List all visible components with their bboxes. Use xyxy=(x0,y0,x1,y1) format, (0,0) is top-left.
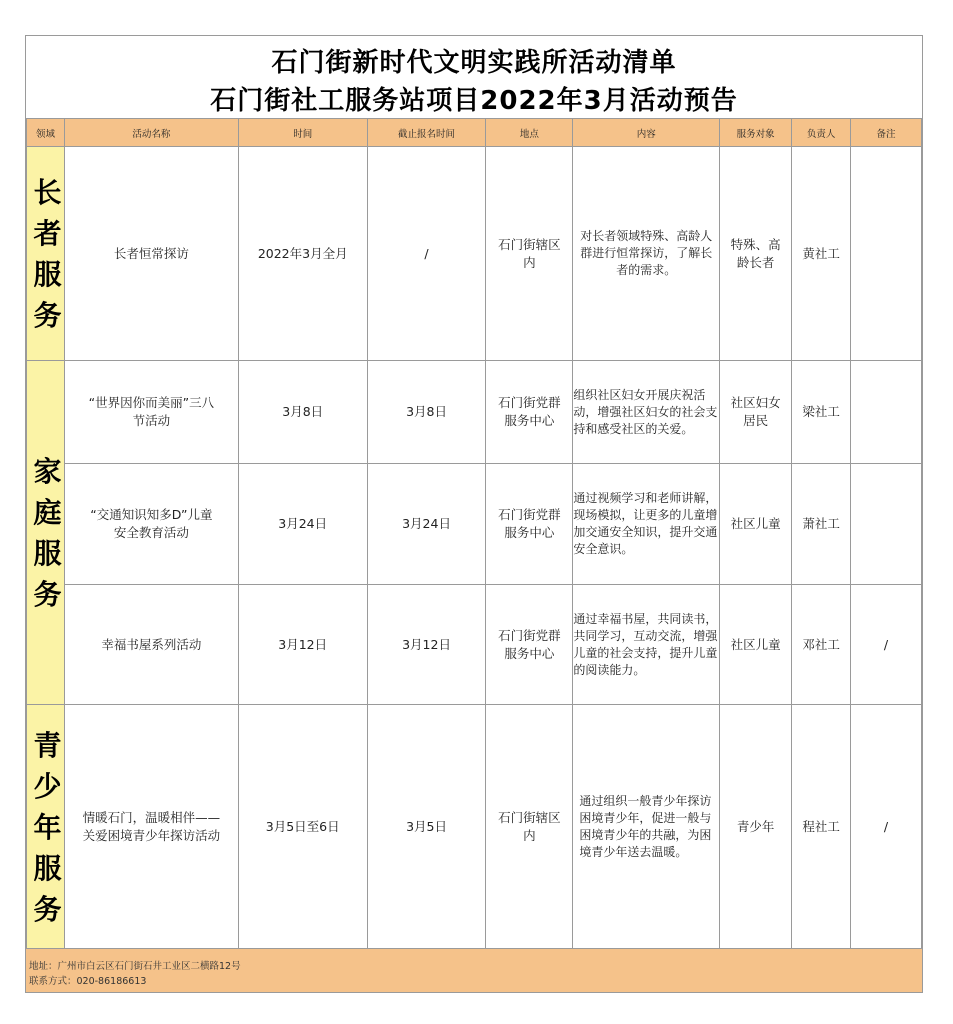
activity-note: / xyxy=(851,705,922,950)
table-row xyxy=(27,585,922,705)
activity-sheet xyxy=(25,35,923,993)
header-time: 时间 xyxy=(238,119,367,147)
activity-name: 情暖石门，温暖相伴——关爱困境青少年探访活动 xyxy=(64,705,238,950)
header-owner: 负责人 xyxy=(792,119,851,147)
domain-family-service xyxy=(27,361,65,705)
activity-content: 通过幸福书屋，共同读书，共同学习，互动交流，增强儿童的社会支持，提升儿童的阅读能力。 xyxy=(573,585,720,705)
table-row xyxy=(27,147,922,361)
activity-time: 2022年3月全月 xyxy=(238,147,367,361)
footer-address: 地址：广州市白云区石门街石井工业区二横路12号 xyxy=(29,961,241,972)
header-content: 内容 xyxy=(573,119,720,147)
table-row xyxy=(27,464,922,585)
activity-note xyxy=(851,464,922,585)
footer-contact: 联系方式：020-86186613 xyxy=(29,976,147,987)
activity-deadline: / xyxy=(367,147,486,361)
page-subtitle: 石门街社工服务站项目2022年3月活动预告 xyxy=(210,86,738,116)
activity-location: 石门街党群服务中心 xyxy=(486,585,573,705)
footer-bar xyxy=(26,948,922,992)
activity-note xyxy=(851,147,922,361)
activity-note: / xyxy=(851,585,922,705)
activity-name: “交通知识知多D”儿童安全教育活动 xyxy=(64,464,238,585)
activity-deadline: 3月24日 xyxy=(367,464,486,585)
activity-location: 石门街辖区内 xyxy=(486,705,573,950)
header-activity-name: 活动名称 xyxy=(64,119,238,147)
header-location: 地点 xyxy=(486,119,573,147)
domain-elder-service xyxy=(27,147,65,361)
activity-name: 幸福书屋系列活动 xyxy=(64,585,238,705)
activity-target: 社区妇女居民 xyxy=(720,361,792,464)
activity-owner: 萧社工 xyxy=(792,464,851,585)
activity-time: 3月12日 xyxy=(238,585,367,705)
domain-youth-service xyxy=(27,705,65,950)
activity-location: 石门街辖区内 xyxy=(486,147,573,361)
activity-owner: 邓社工 xyxy=(792,585,851,705)
activity-content: 通过视频学习和老师讲解，现场模拟，让更多的儿童增加交通安全知识，提升交通安全意识。 xyxy=(573,464,720,585)
activity-table xyxy=(26,118,922,950)
page-title: 石门街新时代文明实践所活动清单 xyxy=(271,48,677,78)
header-domain: 领域 xyxy=(27,119,65,147)
activity-target: 社区儿童 xyxy=(720,585,792,705)
header-note: 备注 xyxy=(851,119,922,147)
activity-note xyxy=(851,361,922,464)
domain-family-label: 家庭服务 xyxy=(33,454,62,611)
activity-owner: 梁社工 xyxy=(792,361,851,464)
table-header-row xyxy=(27,119,922,147)
activity-time: 3月5日至6日 xyxy=(238,705,367,950)
activity-time: 3月8日 xyxy=(238,361,367,464)
activity-location: 石门街党群服务中心 xyxy=(486,361,573,464)
domain-youth-label: 青少年服务 xyxy=(33,728,62,926)
activity-target: 特殊、高龄长者 xyxy=(720,147,792,361)
table-row xyxy=(27,361,922,464)
header-target: 服务对象 xyxy=(720,119,792,147)
activity-target: 社区儿童 xyxy=(720,464,792,585)
domain-elder-label: 长者服务 xyxy=(33,175,62,332)
activity-content: 通过组织一般青少年探访困境青少年，促进一般与困境青少年的共融，为困境青少年送去温暖。 xyxy=(573,705,720,950)
header-deadline: 截止报名时间 xyxy=(367,119,486,147)
activity-location: 石门街党群服务中心 xyxy=(486,464,573,585)
activity-owner: 黄社工 xyxy=(792,147,851,361)
activity-deadline: 3月12日 xyxy=(367,585,486,705)
activity-deadline: 3月8日 xyxy=(367,361,486,464)
activity-deadline: 3月5日 xyxy=(367,705,486,950)
activity-content: 组织社区妇女开展庆祝活动，增强社区妇女的社会支持和感受社区的关爱。 xyxy=(573,361,720,464)
title-block xyxy=(26,36,922,118)
activity-content: 对长者领域特殊、高龄人群进行恒常探访，了解长者的需求。 xyxy=(573,147,720,361)
activity-owner: 程社工 xyxy=(792,705,851,950)
activity-target: 青少年 xyxy=(720,705,792,950)
activity-time: 3月24日 xyxy=(238,464,367,585)
table-row xyxy=(27,705,922,950)
activity-name: “世界因你而美丽”三八节活动 xyxy=(64,361,238,464)
activity-name: 长者恒常探访 xyxy=(64,147,238,361)
